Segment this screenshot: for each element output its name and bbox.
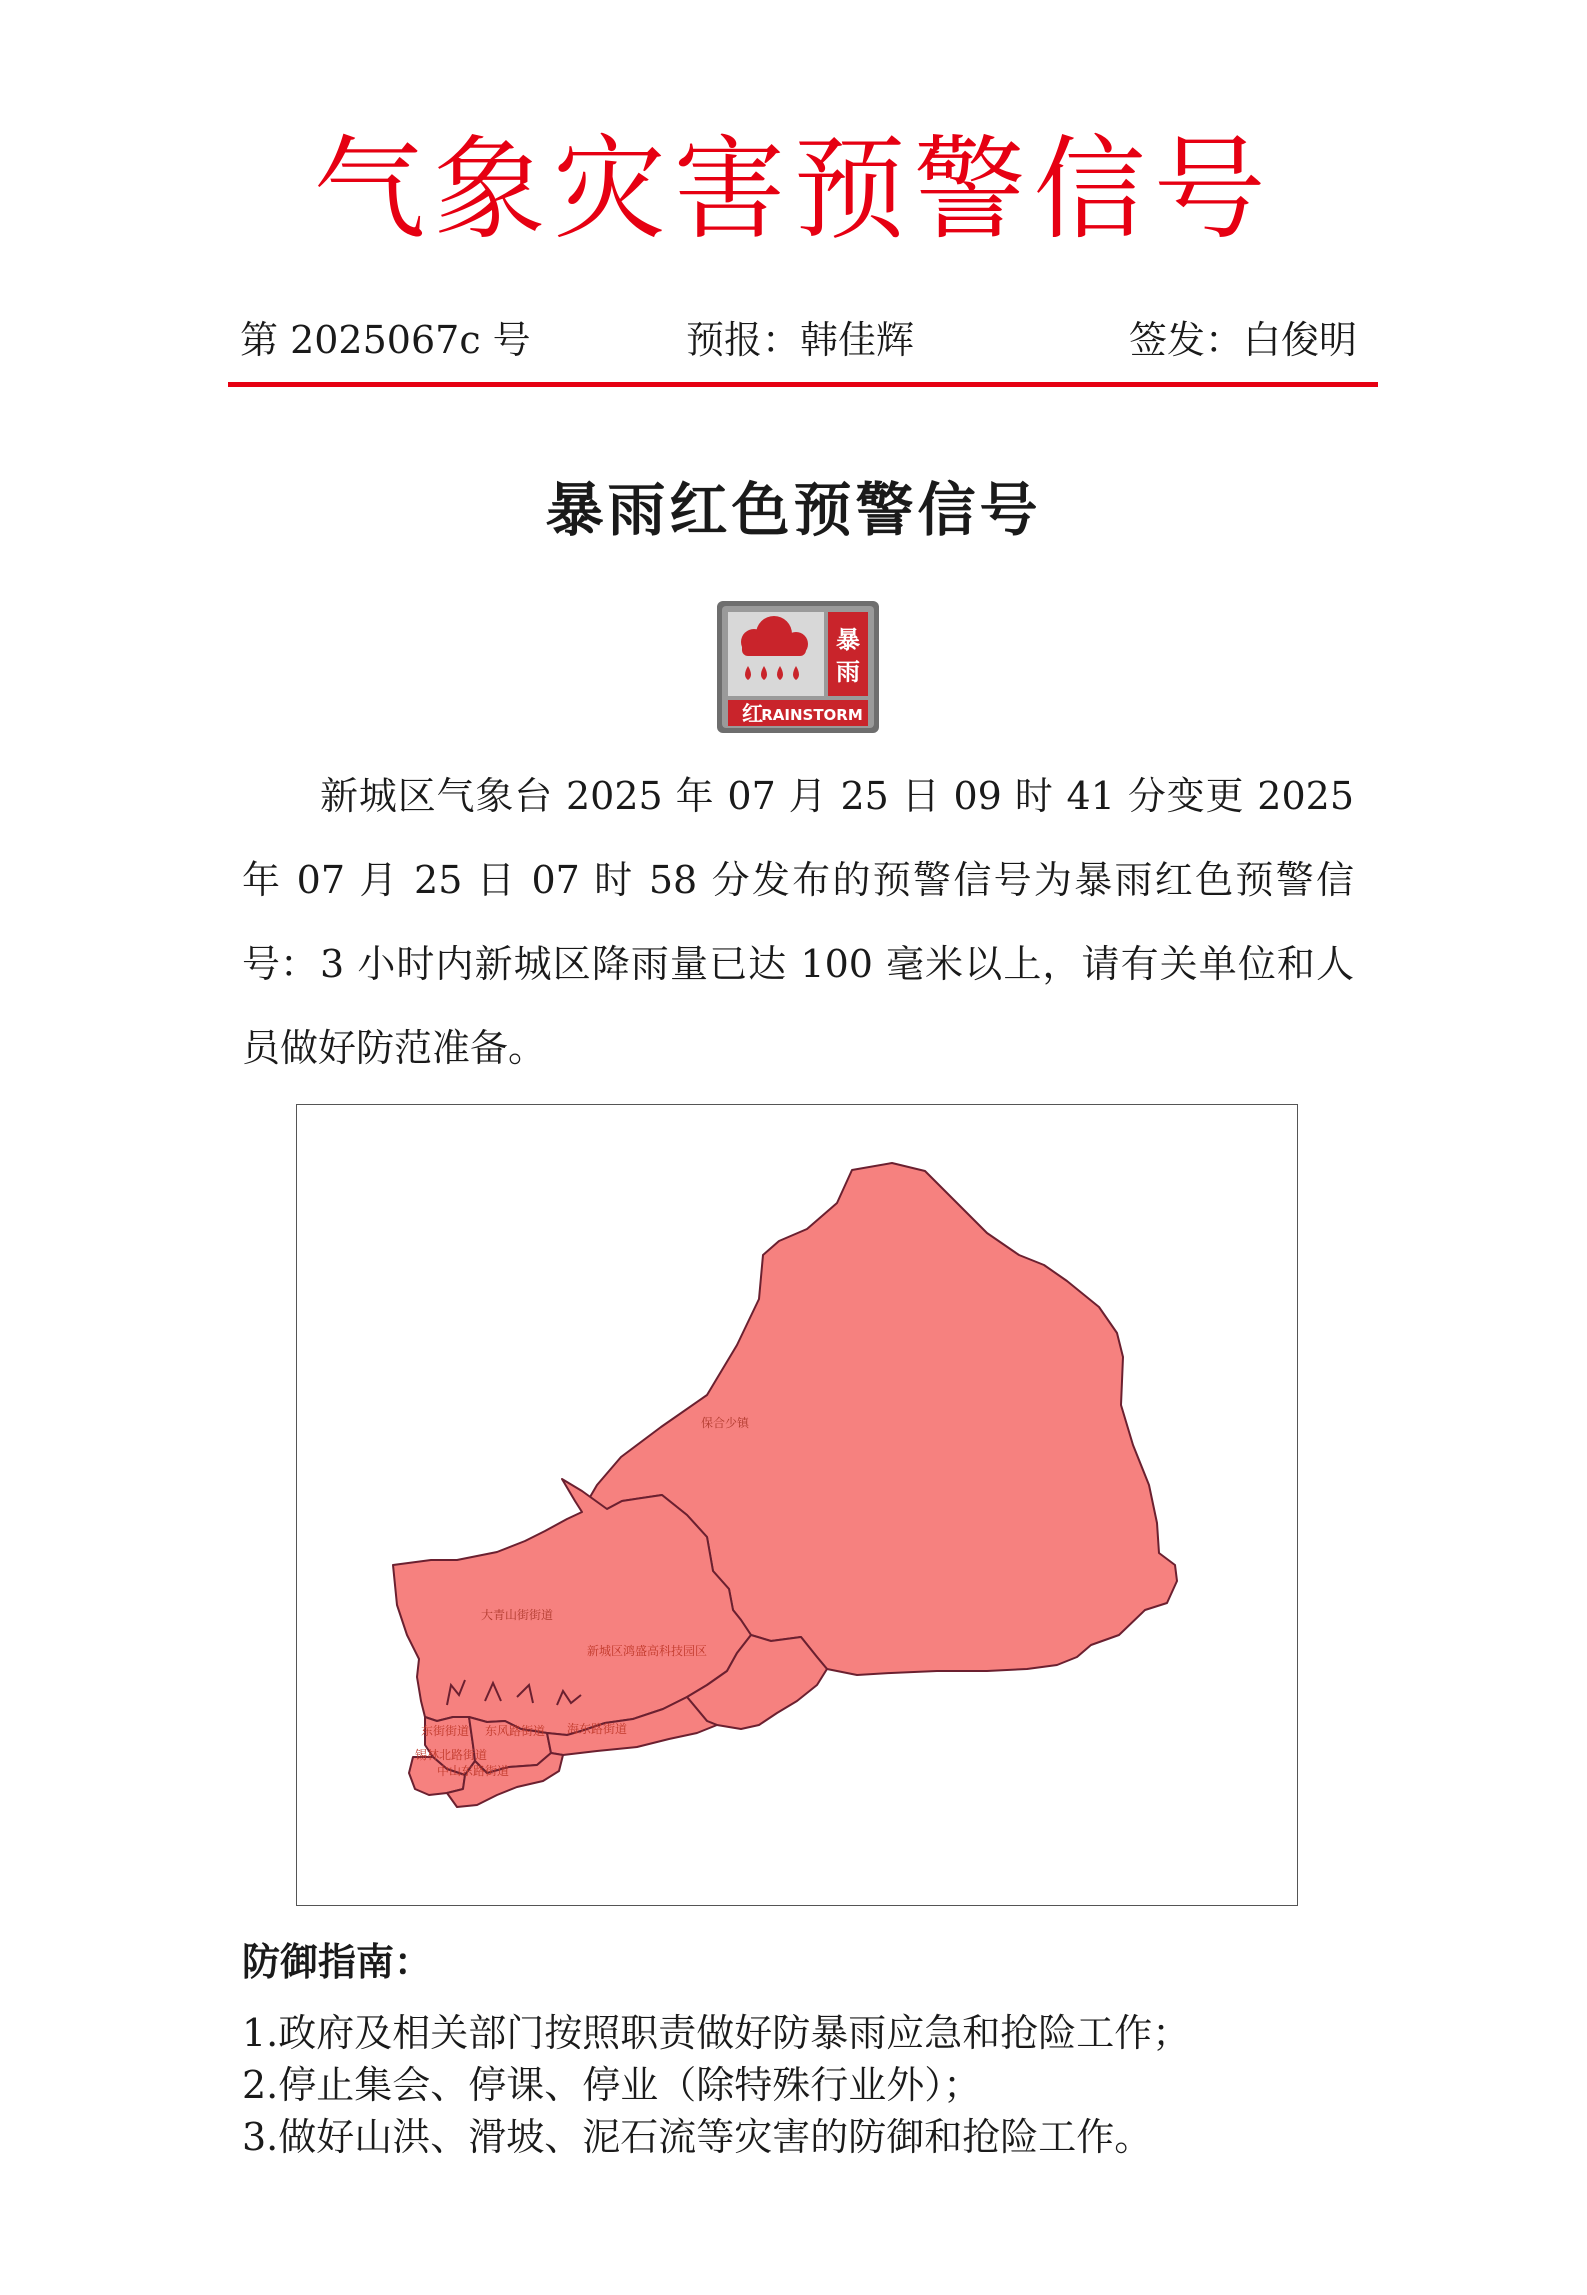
label-daqingshan: 大青山街街道 — [480, 1608, 554, 1622]
label-baohe: 保合少镇 — [700, 1416, 750, 1430]
guide-item: 3.做好山洪、滑坡、泥石流等灾害的防御和抢险工作。 — [242, 2115, 1153, 2159]
label-zhongshan: 中山东路街道 — [436, 1764, 510, 1778]
signal-title: 暴雨红色预警信号 — [545, 476, 1042, 544]
label-dongfenglu: 东风路街道 — [484, 1724, 546, 1738]
guide-heading: 防御指南： — [242, 1939, 433, 1984]
signal-change-paragraph: 新城区气象台 2025 年 07 月 25 日 09 时 41 分变更 2025 年 07 月 25 日 07 时 58 分发布的预警信号为暴雨红色预警信号： — [242, 774, 1354, 986]
icon-side-text-2: 雨 — [836, 658, 860, 686]
label-haixilu: 海东路街道 — [566, 1722, 628, 1736]
guide-item: 1.政府及相关部门按照职责做好防暴雨应急和抢险工作； — [242, 2011, 1191, 2055]
label-dongjie: 东街街道 — [420, 1724, 470, 1738]
guide-item: 2.停止集会、停课、停业（除特殊行业外）； — [242, 2063, 982, 2107]
district-map — [297, 1105, 1297, 1905]
icon-level-text: 红 — [742, 702, 763, 726]
icon-caption: RAINSTORM — [761, 706, 863, 724]
rainfall-paragraph: 3 小时内新城区降雨量已达 100 毫米以上，请有关单位和人员做好防范准备。 — [242, 942, 1354, 1070]
icon-side-text-1: 暴 — [836, 626, 860, 654]
forecaster: 预报：韩佳辉 — [686, 318, 915, 362]
label-xilin: 锡林北路街道 — [414, 1748, 488, 1762]
rainstorm-red-warning-icon — [716, 600, 880, 734]
document-title: 气象灾害预警信号 — [313, 125, 1274, 255]
header-divider — [228, 382, 1378, 387]
warning-area-map — [296, 1104, 1298, 1906]
issuer: 签发：白俊明 — [1128, 318, 1357, 362]
label-hongsheng: 新城区鸿盛高科技园区 — [586, 1644, 708, 1658]
document-number: 第 2025067c 号 — [240, 318, 531, 362]
